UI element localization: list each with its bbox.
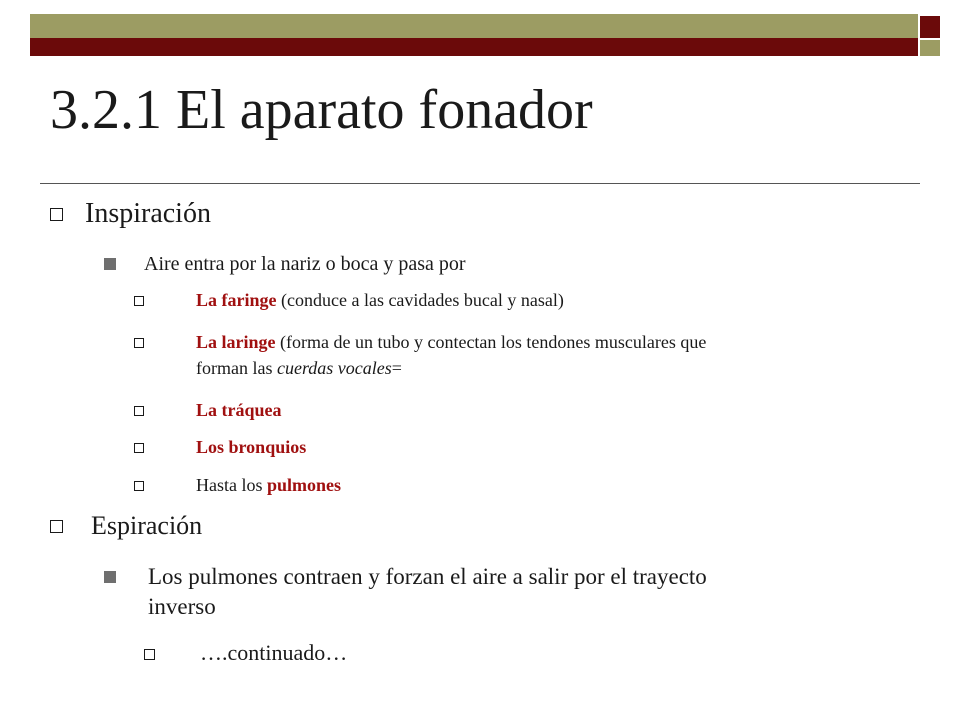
hollow-square-bullet-icon [50, 520, 63, 533]
list-item-faringe [134, 287, 564, 313]
header-bar-olive [30, 14, 918, 38]
hollow-square-bullet-icon [134, 296, 144, 306]
filled-square-bullet-icon [104, 258, 116, 270]
desc-laringe: (forma de un tubo y contectan los tendones musculares que [275, 332, 707, 352]
hollow-square-bullet-icon [134, 338, 144, 348]
hollow-square-bullet-icon [50, 208, 63, 221]
list-item-laringe [134, 329, 960, 381]
bullet-espiracion [50, 510, 202, 542]
slide-title: 3.2.1 El aparato fonador [50, 79, 593, 141]
filled-square-bullet-icon [104, 571, 116, 583]
hollow-square-bullet-icon [134, 406, 144, 416]
hollow-square-bullet-icon [134, 443, 144, 453]
list-item-bronquios [134, 434, 306, 460]
desc-laringe-2: forman las [196, 358, 277, 378]
sub-bullet-pulmones [104, 562, 707, 622]
term-laringe: La laringe [196, 332, 276, 352]
list-item-traquea [134, 397, 282, 423]
header-square-maroon [920, 16, 940, 38]
item-text [196, 287, 564, 313]
hollow-square-bullet-icon [144, 649, 155, 660]
item-text [196, 329, 960, 381]
header-bar-maroon [30, 38, 918, 56]
sub-line-1: Los pulmones contraen y forzan el aire a salir por el trayecto [148, 564, 707, 589]
title-divider [40, 183, 920, 184]
bullet-inspiracion [50, 198, 211, 230]
sub-text-aire: Aire entra por la nariz o boca y pasa por [144, 253, 466, 275]
desc-laringe-tail: = [391, 358, 402, 378]
item-text [196, 472, 341, 498]
prefix-hasta: Hasta los [196, 475, 267, 495]
heading-espiracion: Espiración [91, 511, 203, 540]
heading-inspiracion: Inspiración [85, 198, 211, 229]
sub-text-pulmones [148, 562, 707, 622]
hollow-square-bullet-icon [134, 481, 144, 491]
italic-cuerdas: cuerdas vocales [276, 358, 392, 378]
sub-bullet-aire [104, 252, 466, 276]
term-pulmones: pulmones [267, 475, 342, 495]
header-square-olive [920, 40, 940, 56]
text-continuado: ….continuado… [200, 640, 348, 665]
desc-faringe: (conduce a las cavidades bucal y nasal) [276, 290, 564, 310]
term-faringe: La faringe [196, 290, 277, 310]
term-traquea: La tráquea [196, 400, 282, 420]
list-item-continuado [144, 640, 347, 666]
list-item-pulmones [134, 472, 341, 498]
sub-line-2: inverso [148, 594, 216, 619]
term-bronquios: Los bronquios [196, 437, 307, 457]
